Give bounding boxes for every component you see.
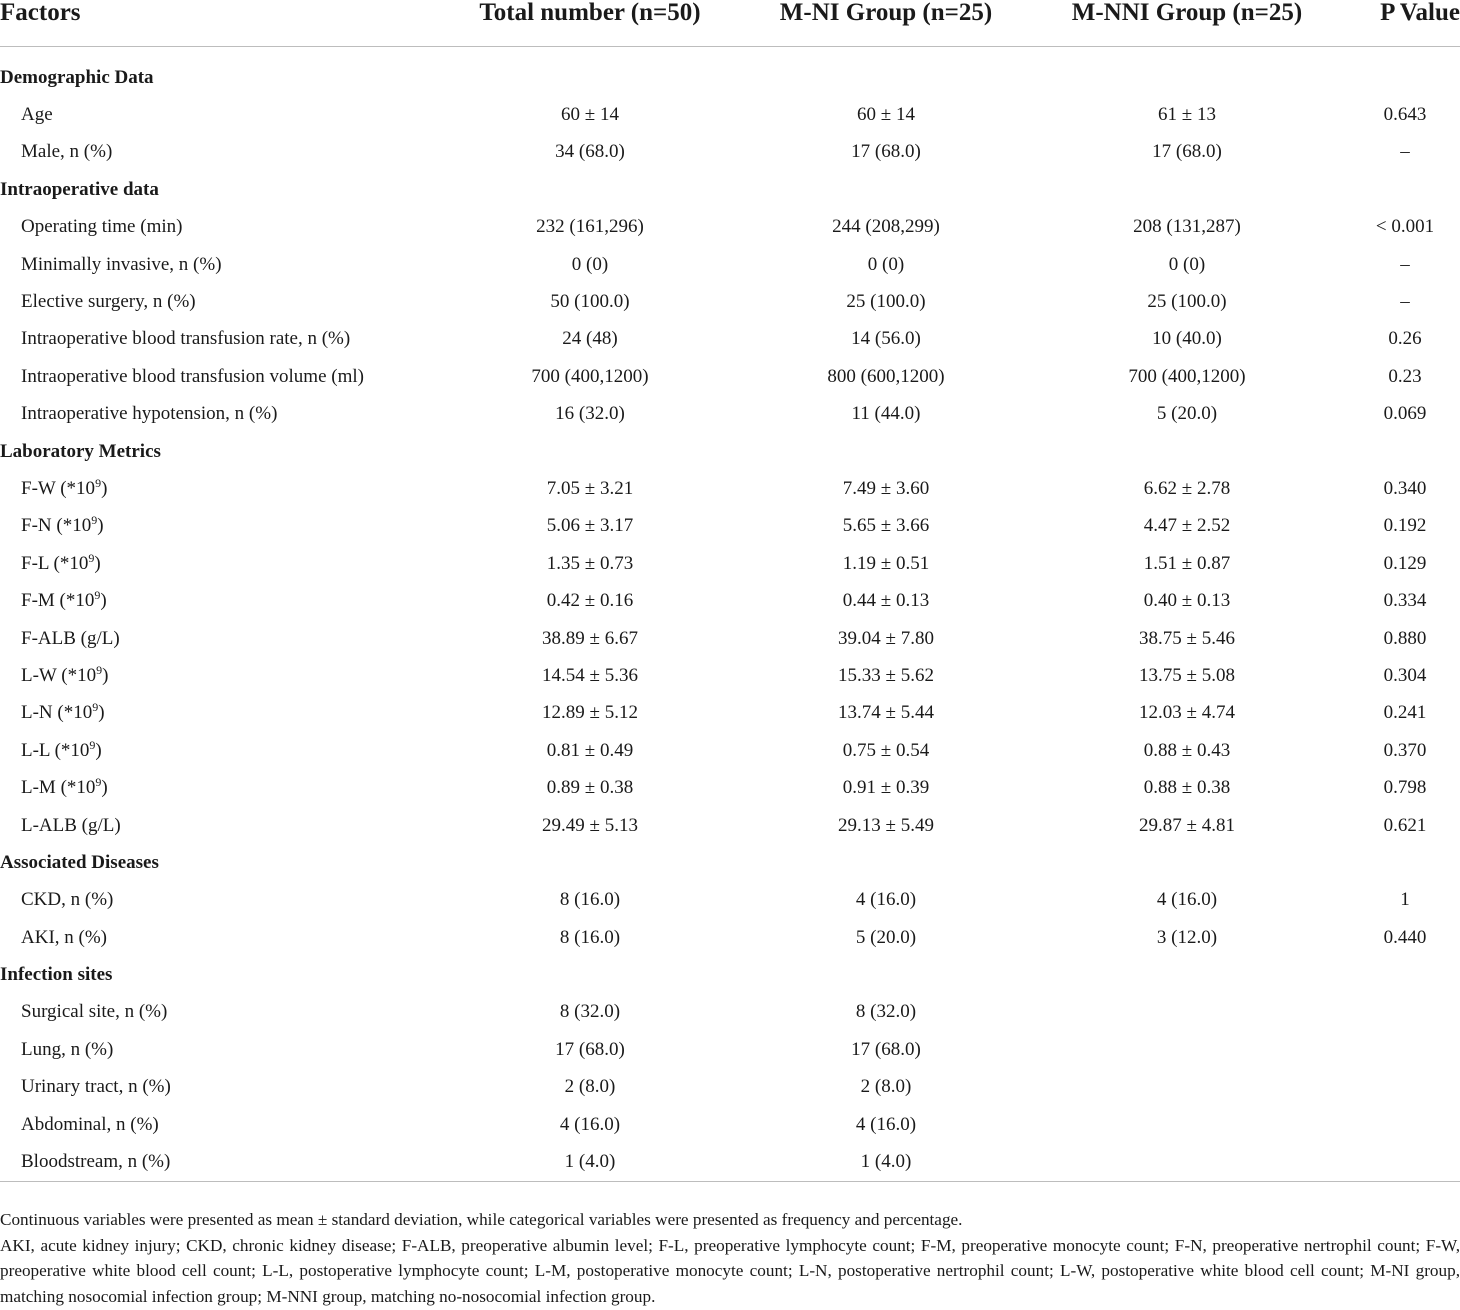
factor-cell (0, 96, 432, 133)
mnni-group-cell: 4.47 ± 2.52 (1143, 515, 1231, 537)
factor-cell (0, 582, 432, 619)
table-row (0, 396, 1460, 433)
p-value-cell: 0.798 (1383, 777, 1427, 799)
factor-label: Intraoperative blood transfusion volume (ml) (21, 365, 364, 387)
factor-exponent: 9 (96, 662, 103, 677)
mnni-group-cell: 25 (100.0) (1147, 291, 1227, 313)
factor-label: F-M (*10 (21, 590, 95, 612)
table-row (0, 994, 1460, 1031)
factor-label: Urinary tract, n (%) (21, 1076, 171, 1098)
total-number-cell: 38.89 ± 6.67 (542, 627, 638, 649)
total-number-cell: 29.49 ± 5.13 (542, 814, 638, 836)
mnni-group-cell: 0.88 ± 0.38 (1143, 777, 1231, 799)
section-row (0, 956, 1460, 993)
table-row (0, 695, 1460, 732)
p-value-cell: 0.880 (1383, 627, 1427, 649)
section-heading: Infection sites (0, 964, 113, 986)
table-row (0, 246, 1460, 283)
mnni-group-cell: 208 (131,287) (1133, 216, 1241, 238)
table-row (0, 1069, 1460, 1106)
factor-cell (0, 1031, 432, 1068)
footnote-2: AKI, acute kidney injury; CKD, chronic kidney disease; F-ALB, preoperative albumin level; F-L, preoperative lymphocyte count; F-M, preoperative monocyte count; F-N, preoperative nertrophil count; F-W, preoperative white blood cell count; L-L, postoperative lymphocyte count; L-M, postoperative monocyte count; L-N, postoperative nertrophil count; L-W, postoperative white blood cell count; M-NI group, matching nosocomial infection group; M-NNI group, matching no-nosocomial infection group. (0, 1235, 1460, 1307)
mni-group-cell: 0 (0) (867, 253, 905, 275)
mni-group-cell: 1.19 ± 0.51 (842, 552, 930, 574)
table-row (0, 807, 1460, 844)
factor-exponent: 9 (91, 513, 98, 528)
mnni-group-cell (1024, 1031, 1350, 1068)
factor-label-end: ) (95, 739, 102, 761)
p-value-cell (1350, 1069, 1460, 1106)
total-number-cell: 700 (400,1200) (531, 365, 649, 387)
factor-label: Minimally invasive, n (%) (21, 253, 222, 275)
mni-group-cell: 5 (20.0) (855, 926, 917, 948)
total-number-cell: 12.89 ± 5.12 (542, 702, 638, 724)
mni-group-cell: 11 (44.0) (851, 403, 921, 425)
factor-exponent: 9 (92, 700, 99, 715)
mnni-group-cell: 4 (16.0) (1156, 889, 1218, 911)
p-value-cell: 0.334 (1383, 590, 1427, 612)
p-value-cell: 0.340 (1383, 477, 1427, 499)
factor-cell (0, 1143, 432, 1182)
factor-label-end: ) (97, 515, 104, 537)
factor-cell (0, 769, 432, 806)
factor-cell (0, 695, 432, 732)
table-row (0, 919, 1460, 956)
table-row (0, 283, 1460, 320)
mnni-group-cell: 3 (12.0) (1156, 926, 1218, 948)
section-row (0, 433, 1460, 470)
factor-label: Operating time (min) (21, 216, 183, 238)
table-row (0, 134, 1460, 171)
p-value-cell (1350, 994, 1460, 1031)
factor-label: L-M (*10 (21, 777, 96, 799)
mnni-group-cell: 10 (40.0) (1152, 328, 1222, 350)
mnni-group-cell: 700 (400,1200) (1128, 365, 1246, 387)
mni-group-cell: 8 (32.0) (855, 1001, 917, 1023)
mnni-group-cell: 0.40 ± 0.13 (1143, 590, 1231, 612)
factor-cell (0, 134, 432, 171)
mni-group-cell: 13.74 ± 5.44 (838, 702, 934, 724)
section-heading: Associated Diseases (0, 851, 159, 873)
p-value-cell (1350, 1106, 1460, 1143)
mni-group-cell: 4 (16.0) (855, 889, 917, 911)
total-number-cell: 8 (16.0) (559, 889, 621, 911)
mnni-group-cell: 61 ± 13 (1158, 104, 1216, 126)
p-value-cell: 0.069 (1383, 403, 1427, 425)
p-value-cell: 0.643 (1383, 104, 1427, 126)
p-value-cell: – (1400, 291, 1410, 313)
section-heading: Laboratory Metrics (0, 440, 161, 462)
section-row (0, 59, 1460, 96)
table-row (0, 882, 1460, 919)
factor-label: L-L (*10 (21, 739, 90, 761)
total-number-cell: 5.06 ± 3.17 (546, 515, 634, 537)
factor-label-end: ) (101, 477, 108, 499)
total-number-cell: 50 (100.0) (550, 291, 630, 313)
table-row (0, 209, 1460, 246)
factor-cell (0, 470, 432, 507)
factor-cell (0, 321, 432, 358)
p-value-cell: 0.621 (1383, 814, 1427, 836)
mnni-group-cell (1024, 1106, 1350, 1143)
section-row (0, 844, 1460, 881)
factor-cell (0, 396, 432, 433)
factor-cell (0, 508, 432, 545)
factor-label: L-ALB (g/L) (21, 814, 121, 836)
factor-cell (0, 657, 432, 694)
p-value-cell: 0.192 (1383, 515, 1427, 537)
spacer-cell (0, 47, 1460, 60)
factor-label: Intraoperative hypotension, n (%) (21, 403, 278, 425)
total-number-cell: 34 (68.0) (555, 141, 625, 163)
mnni-group-cell: 13.75 ± 5.08 (1139, 664, 1235, 686)
table-row (0, 545, 1460, 582)
table-row (0, 582, 1460, 619)
factor-label-end: ) (100, 590, 107, 612)
mni-group-cell: 17 (68.0) (851, 141, 921, 163)
table-row (0, 358, 1460, 395)
total-number-cell: 14.54 ± 5.36 (542, 664, 638, 686)
total-number-cell: 16 (32.0) (555, 403, 625, 425)
table-row (0, 769, 1460, 806)
p-value-cell: 0.23 (1388, 365, 1422, 387)
mni-group-cell: 244 (208,299) (832, 216, 940, 238)
factor-cell (0, 732, 432, 769)
total-number-cell: 232 (161,296) (536, 216, 644, 238)
mni-group-cell: 25 (100.0) (846, 291, 926, 313)
p-value-cell: 0.304 (1383, 664, 1427, 686)
footnote-1: Continuous variables were presented as mean ± standard deviation, while categorical variables were presented as frequency and percentage. (0, 1210, 963, 1229)
factor-exponent: 9 (89, 737, 96, 752)
header-total-number: Total number (n=50) (432, 0, 748, 47)
mni-group-cell: 800 (600,1200) (827, 365, 945, 387)
factor-cell (0, 358, 432, 395)
total-number-cell: 2 (8.0) (564, 1076, 616, 1098)
factor-cell (0, 1069, 432, 1106)
mnni-group-cell: 1.51 ± 0.87 (1143, 552, 1231, 574)
section-heading: Demographic Data (0, 66, 154, 88)
factor-label: F-L (*10 (21, 552, 89, 574)
factor-label: Bloodstream, n (%) (21, 1151, 171, 1173)
table-footnotes (0, 1207, 1460, 1310)
factor-cell (0, 209, 432, 246)
mnni-group-cell: 0.88 ± 0.43 (1143, 739, 1231, 761)
factor-cell (0, 620, 432, 657)
mni-group-cell: 5.65 ± 3.66 (842, 515, 930, 537)
factor-label-end: ) (94, 552, 101, 574)
factor-cell (0, 994, 432, 1031)
factor-exponent: 9 (95, 475, 102, 490)
factor-exponent: 9 (94, 588, 101, 603)
section-row (0, 171, 1460, 208)
mni-group-cell: 17 (68.0) (851, 1038, 921, 1060)
header-p-value: P Value (1350, 0, 1460, 47)
factor-label: Abdominal, n (%) (21, 1113, 159, 1135)
table-row (0, 657, 1460, 694)
table-row (0, 96, 1460, 133)
mnni-group-cell: 5 (20.0) (1156, 403, 1218, 425)
table-row (0, 620, 1460, 657)
mni-group-cell: 0.75 ± 0.54 (842, 739, 930, 761)
total-number-cell: 0.42 ± 0.16 (546, 590, 634, 612)
factor-label: Surgical site, n (%) (21, 1001, 168, 1023)
factor-label-end: ) (101, 777, 108, 799)
p-value-cell: 0.241 (1383, 702, 1427, 724)
total-number-cell: 24 (48) (562, 328, 618, 350)
table-row (0, 508, 1460, 545)
table-row (0, 1106, 1460, 1143)
factor-label: Elective surgery, n (%) (21, 291, 196, 313)
total-number-cell: 8 (16.0) (559, 926, 621, 948)
factor-cell (0, 1106, 432, 1143)
mnni-group-cell (1024, 994, 1350, 1031)
mnni-group-cell: 12.03 ± 4.74 (1139, 702, 1235, 724)
factor-label: AKI, n (%) (21, 926, 108, 948)
total-number-cell: 1.35 ± 0.73 (546, 552, 634, 574)
factor-label: F-W (*10 (21, 477, 96, 499)
p-value-cell: 0.129 (1383, 552, 1427, 574)
factor-cell (0, 283, 432, 320)
p-value-cell (1350, 1031, 1460, 1068)
p-value-cell: – (1400, 253, 1410, 275)
mni-group-cell: 0.44 ± 0.13 (842, 590, 930, 612)
mni-group-cell: 14 (56.0) (851, 328, 921, 350)
factor-cell (0, 545, 432, 582)
factor-label: Male, n (%) (21, 141, 113, 163)
table-row (0, 732, 1460, 769)
table-row (0, 1031, 1460, 1068)
factor-label: F-N (*10 (21, 515, 92, 537)
p-value-cell: – (1400, 141, 1410, 163)
total-number-cell: 0.81 ± 0.49 (546, 739, 634, 761)
factor-label: L-W (*10 (21, 664, 97, 686)
total-number-cell: 60 ± 14 (561, 104, 619, 126)
p-value-cell (1350, 1143, 1460, 1182)
factor-exponent: 9 (88, 550, 95, 565)
p-value-cell: < 0.001 (1375, 216, 1435, 238)
mnni-group-cell: 6.62 ± 2.78 (1143, 477, 1231, 499)
total-number-cell: 8 (32.0) (559, 1001, 621, 1023)
mni-group-cell: 15.33 ± 5.62 (838, 664, 934, 686)
mni-group-cell: 0.91 ± 0.39 (842, 777, 930, 799)
mni-group-cell: 29.13 ± 5.49 (838, 814, 934, 836)
total-number-cell: 7.05 ± 3.21 (546, 477, 634, 499)
total-number-cell: 1 (4.0) (432, 1143, 748, 1182)
factor-label-end: ) (98, 702, 105, 724)
table-row (0, 1143, 1460, 1182)
table-row (0, 470, 1460, 507)
factor-label-end: ) (102, 664, 109, 686)
total-number-cell: 0.89 ± 0.38 (546, 777, 634, 799)
factor-label: Intraoperative blood transfusion rate, n (%) (21, 328, 351, 350)
mni-group-cell: 4 (16.0) (855, 1113, 917, 1135)
factor-label: Lung, n (%) (21, 1038, 114, 1060)
factor-exponent: 9 (95, 775, 102, 790)
factor-cell (0, 882, 432, 919)
mnni-group-cell: 17 (68.0) (1152, 141, 1222, 163)
factor-label: CKD, n (%) (21, 889, 114, 911)
factor-cell (0, 919, 432, 956)
factor-label: L-N (*10 (21, 702, 93, 724)
mnni-group-cell (1024, 1143, 1350, 1182)
table-row (0, 321, 1460, 358)
factor-cell (0, 807, 432, 844)
mni-group-cell: 1 (4.0) (748, 1143, 1024, 1182)
mnni-group-cell: 0 (0) (1168, 253, 1206, 275)
factor-cell (0, 246, 432, 283)
p-value-cell: 1 (1400, 889, 1410, 911)
header-factors: Factors (0, 0, 432, 47)
mni-group-cell: 2 (8.0) (860, 1076, 912, 1098)
factor-label: Age (21, 104, 53, 126)
factor-label: F-ALB (g/L) (21, 627, 120, 649)
p-value-cell: 0.26 (1388, 328, 1422, 350)
mnni-group-cell (1024, 1069, 1350, 1106)
header-mni-group: M-NI Group (n=25) (748, 0, 1024, 47)
mnni-group-cell: 29.87 ± 4.81 (1139, 814, 1235, 836)
total-number-cell: 17 (68.0) (555, 1038, 625, 1060)
mni-group-cell: 39.04 ± 7.80 (838, 627, 934, 649)
header-mnni-group: M-NNI Group (n=25) (1024, 0, 1350, 47)
table-spacer (0, 47, 1460, 60)
header-row (0, 0, 1460, 47)
mni-group-cell: 60 ± 14 (857, 104, 915, 126)
p-value-cell: 0.370 (1383, 739, 1427, 761)
total-number-cell: 4 (16.0) (559, 1113, 621, 1135)
total-number-cell: 0 (0) (571, 253, 609, 275)
mni-group-cell: 7.49 ± 3.60 (842, 477, 930, 499)
p-value-cell: 0.440 (1383, 926, 1427, 948)
table-body (0, 47, 1460, 1182)
table-header (0, 0, 1460, 47)
mnni-group-cell: 38.75 ± 5.46 (1139, 627, 1235, 649)
section-heading: Intraoperative data (0, 178, 159, 200)
